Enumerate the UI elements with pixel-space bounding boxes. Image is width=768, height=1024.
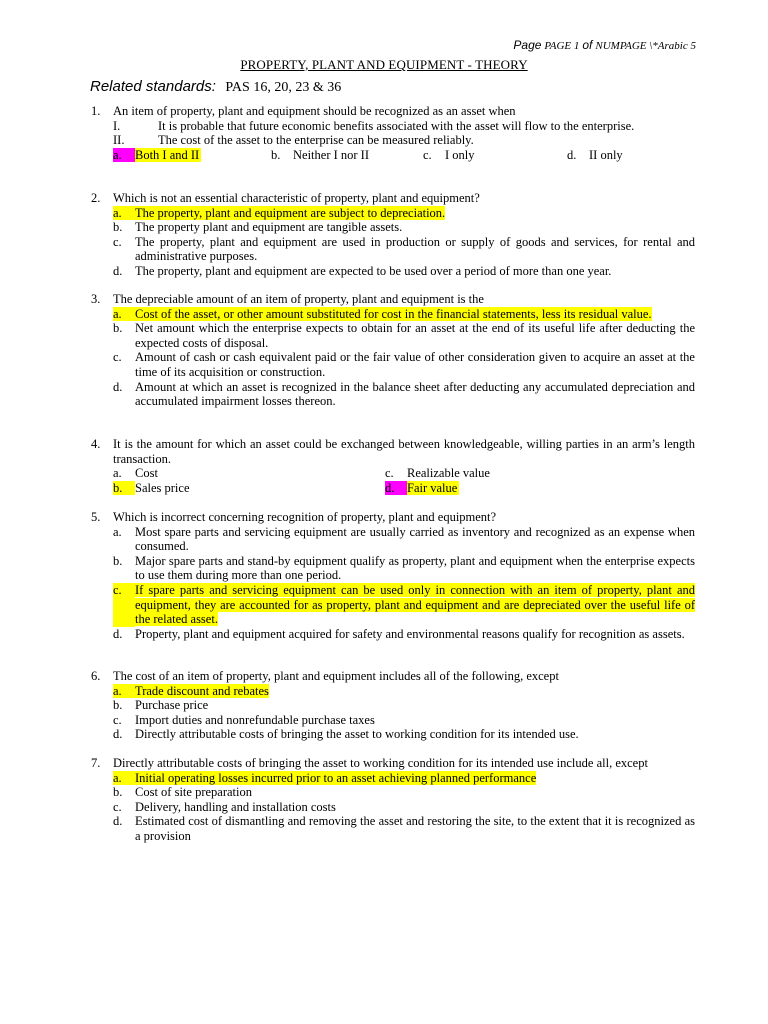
of-word: of <box>582 38 593 52</box>
answer-letter: a. <box>113 148 135 163</box>
statement-2: II. The cost of the asset to the enterprise can be measured reliably. <box>113 133 474 148</box>
answer-text: If spare parts and servicing equipment can be used only in connection with an item of property, plant and equipment, they are accounted for as property, plant and equipment and are depreciated over the useful life of the related asset. <box>135 582 695 627</box>
option-d: d. Amount at which an asset is recognized in the balance sheet after deducting any accumulated depreciation and accumulated impairment losses thereon. <box>113 379 695 409</box>
option-a <box>113 307 695 322</box>
option-b: b. Sales price <box>113 480 190 495</box>
question-number: 3. <box>91 292 101 306</box>
option-b: b. Major spare parts and stand-by equipment qualify as property, plant and equipment when the enterprise expects to use them during more than one period. <box>113 553 695 583</box>
answer-letter: a. <box>113 771 135 786</box>
page-word: Page <box>513 38 542 52</box>
option-c <box>113 583 695 627</box>
page-field: PAGE 1 <box>544 40 580 52</box>
option-c: c. The property, plant and equipment are used in production or supply of goods and services, for rental and administrative purposes. <box>113 234 695 264</box>
question-1 <box>91 104 695 162</box>
option-d: d. II only <box>567 147 623 162</box>
answer-text: Initial operating losses incurred prior to an asset achieving planned performance <box>135 770 537 785</box>
related-standards-label: Related standards: <box>90 78 216 95</box>
options-grid <box>113 466 695 495</box>
option-c: c. I only <box>423 147 475 162</box>
question-6 <box>91 669 695 742</box>
option-a <box>113 148 271 163</box>
option-a: a. Most spare parts and servicing equipment are usually carried as inventory and recognized as an expense when consumed. <box>113 524 695 554</box>
answer-text: The property, plant and equipment are subject to depreciation. <box>135 205 446 220</box>
question-3 <box>91 292 695 409</box>
answer-letter: c. <box>113 583 135 627</box>
question-text: The cost of an item of property, plant and equipment includes all of the following, except <box>113 669 559 683</box>
page-title: PROPERTY, PLANT AND EQUIPMENT - THEORY <box>240 57 528 72</box>
question-text: Directly attributable costs of bringing the asset to working condition for its intended use include all, except <box>113 756 648 770</box>
question-text: Which is incorrect concerning recognition of property, plant and equipment? <box>113 510 497 524</box>
question-text: It is the amount for which an asset could be exchanged between knowledgeable, willing parties in an arm’s length transaction. <box>113 437 695 466</box>
option-d: d. Estimated cost of dismantling and removing the asset and restoring the site, to the extent that it is recognized as a provision <box>113 814 695 843</box>
option-d: d. The property, plant and equipment are expected to be used over a period of more than one year. <box>113 263 612 278</box>
option-c: c. Delivery, handling and installation costs <box>113 799 336 814</box>
question-text: Which is not an essential characteristic of property, plant and equipment? <box>113 191 480 205</box>
question-number: 6. <box>91 669 101 683</box>
options-row <box>113 148 695 163</box>
option-c: c. Import duties and nonrefundable purchase taxes <box>113 712 375 727</box>
question-5 <box>91 510 695 641</box>
option-b: b. The property plant and equipment are tangible assets. <box>113 220 403 235</box>
option-d <box>385 481 635 496</box>
answer-letter: a. <box>113 684 135 699</box>
answer-text: Both I and II <box>135 147 200 162</box>
question-number: 7. <box>91 756 101 770</box>
answer-text: Fair value <box>407 480 458 495</box>
option-d: d. Property, plant and equipment acquired for safety and environmental reasons qualify for recognition as assets. <box>113 626 685 641</box>
option-b: b. Neither I nor II <box>271 147 370 162</box>
numpage-field: NUMPAGE \*Arabic 5 <box>595 40 696 52</box>
option-b: b. Net amount which the enterprise expects to obtain for an asset at the end of its useful life after deducting the expected costs of disposal. <box>113 321 695 350</box>
question-2 <box>91 191 695 279</box>
option-a <box>113 771 695 786</box>
question-text: An item of property, plant and equipment should be recognized as an asset when <box>113 104 516 118</box>
question-number: 2. <box>91 191 101 205</box>
question-number: 4. <box>91 437 101 451</box>
question-number: 1. <box>91 104 101 118</box>
question-4 <box>91 437 695 495</box>
option-a <box>113 206 695 221</box>
question-7 <box>91 756 695 844</box>
statement-1: I. It is probable that future economic benefits associated with the asset will flow to the enterprise. <box>113 118 635 133</box>
option-c: c. Realizable value <box>385 466 490 481</box>
option-c: c. Amount of cash or cash equivalent paid or the fair value of other consideration given to acquire an asset at the time of its acquisition or construction. <box>113 350 695 379</box>
question-number: 5. <box>91 510 101 524</box>
question-text: The depreciable amount of an item of property, plant and equipment is the <box>113 292 484 306</box>
answer-letter: b. <box>113 481 135 496</box>
option-d: d. Directly attributable costs of bringing the asset to working condition for its intended use. <box>113 727 579 742</box>
related-standards-value: PAS 16, 20, 23 & 36 <box>225 80 342 95</box>
option-b: b. Purchase price <box>113 698 209 713</box>
page-header <box>513 38 696 53</box>
answer-text: Cost of the asset, or other amount substituted for cost in the financial statements, less its residual value. <box>135 306 652 321</box>
answer-letter: d. <box>385 481 407 496</box>
answer-text: Trade discount and rebates <box>135 683 269 698</box>
answer-letter: a. <box>113 206 135 221</box>
option-b: b. Cost of site preparation <box>113 785 252 800</box>
answer-letter: a. <box>113 307 135 322</box>
option-a: a. Cost <box>113 466 158 481</box>
related-standards <box>90 78 341 96</box>
option-a <box>113 684 695 699</box>
